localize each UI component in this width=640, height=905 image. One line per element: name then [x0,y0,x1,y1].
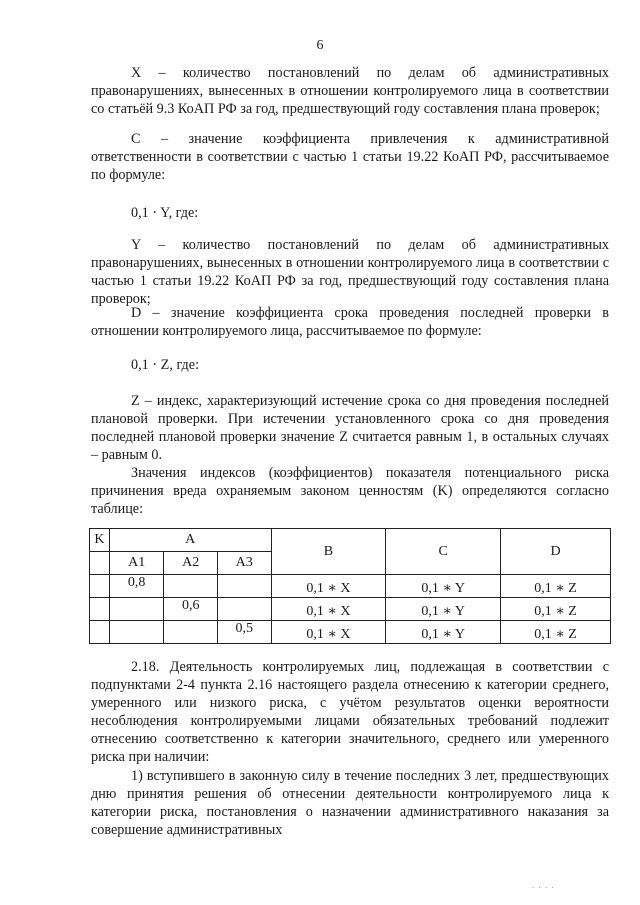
cell-b: 0,1 ∗ X [271,598,386,621]
text-item-1: 1) вступившего в законную силу в течение последних 3 лет, предшествующих дню принятия решения об отнесении деятельности контролируемого лица к категории риска, постановления о назначении административного наказания за совершение административных [91,768,609,838]
header-a3: A3 [217,552,271,575]
text-d-definition: D – значение коэффициента срока проведения последней проверки в отношении контролируемого лица, рассчитываемое по формуле: [91,305,609,339]
formula-z: 0,1 ⋅ Z, где: [131,357,200,373]
cell-d: 0,1 ∗ Z [501,575,611,598]
table-header-row [90,529,611,552]
text-y-definition: Y – количество постановлений по делам об административных правонарушениях, вынесенных в отношении контролируемого лица в соответствии с частью 1 статьи 19.22 КоАП РФ за год, предшествующий году составления плана проверок; [91,237,609,307]
header-k: K [90,529,110,552]
header-a2: A2 [164,552,218,575]
cell-k [90,575,110,598]
paragraph-item-1 [91,767,609,839]
cell-a1 [109,621,164,644]
cell-a1 [109,598,164,621]
header-c: C [386,529,501,575]
cell-a3 [217,575,271,598]
scan-artifact: . . . . [532,880,555,890]
header-d: D [501,529,611,575]
cell-d: 0,1 ∗ Z [501,621,611,644]
cell-a2: 0,6 [164,598,218,621]
paragraph-x-definition [91,64,609,118]
table-row [90,621,611,644]
formula-y: 0,1 ⋅ Y, где: [131,205,199,221]
paragraph-2-18 [91,658,609,766]
page-number: 6 [316,38,324,53]
cell-a1: 0,8 [109,575,164,598]
paragraph-table-intro [91,464,609,518]
paragraph-z-definition [91,392,609,464]
header-b: B [271,529,386,575]
text-2-18: 2.18. Деятельность контролируемых лиц, подлежащая в соответствии с подпунктами 2-4 пункта 2.16 настоящего раздела отнесению к категории среднего, умеренного или низкого риска, с учётом результатов оценки вероятности несоблюдения контролируемыми лицами обязательных требований подлежит отнесению соответственно к категории значительного, среднего или умеренного риска при наличии: [91,659,609,765]
cell-a3: 0,5 [217,621,271,644]
header-k-blank [90,552,110,575]
header-a1: A1 [109,552,164,575]
table-row [90,575,611,598]
cell-c: 0,1 ∗ Y [386,621,501,644]
paragraph-c-definition [91,130,609,184]
cell-d: 0,1 ∗ Z [501,598,611,621]
cell-c: 0,1 ∗ Y [386,598,501,621]
cell-a2 [164,575,218,598]
cell-c: 0,1 ∗ Y [386,575,501,598]
cell-a3 [217,598,271,621]
paragraph-y-definition [91,236,609,308]
text-x-definition: X – количество постановлений по делам об административных правонарушениях, вынесенных в отношении контролируемого лица в соответствии со статьёй 9.3 КоАП РФ за год, предшествующий году составления плана проверок; [91,65,609,117]
risk-coefficients-table [89,528,611,644]
paragraph-d-definition [91,304,609,340]
text-c-definition: C – значение коэффициента привлечения к административной ответственности в соответствии с частью 1 статьи 19.22 КоАП РФ, рассчитываемое по формуле: [91,131,609,183]
cell-a2 [164,621,218,644]
text-z-definition: Z – индекс, характеризующий истечение срока со дня проведения последней плановой проверки. При истечении установленного срока со дня проведения последней плановой проверки значение Z считается равным 1, в остальных случаях – равным 0. [91,393,609,463]
cell-k [90,621,110,644]
header-a: A [109,529,271,552]
cell-k [90,598,110,621]
text-table-intro: Значения индексов (коэффициентов) показателя потенциального риска причинения вреда охраняемым законом ценностям (K) определяются согласно таблице: [91,465,609,517]
cell-b: 0,1 ∗ X [271,575,386,598]
table-row [90,598,611,621]
cell-b: 0,1 ∗ X [271,621,386,644]
